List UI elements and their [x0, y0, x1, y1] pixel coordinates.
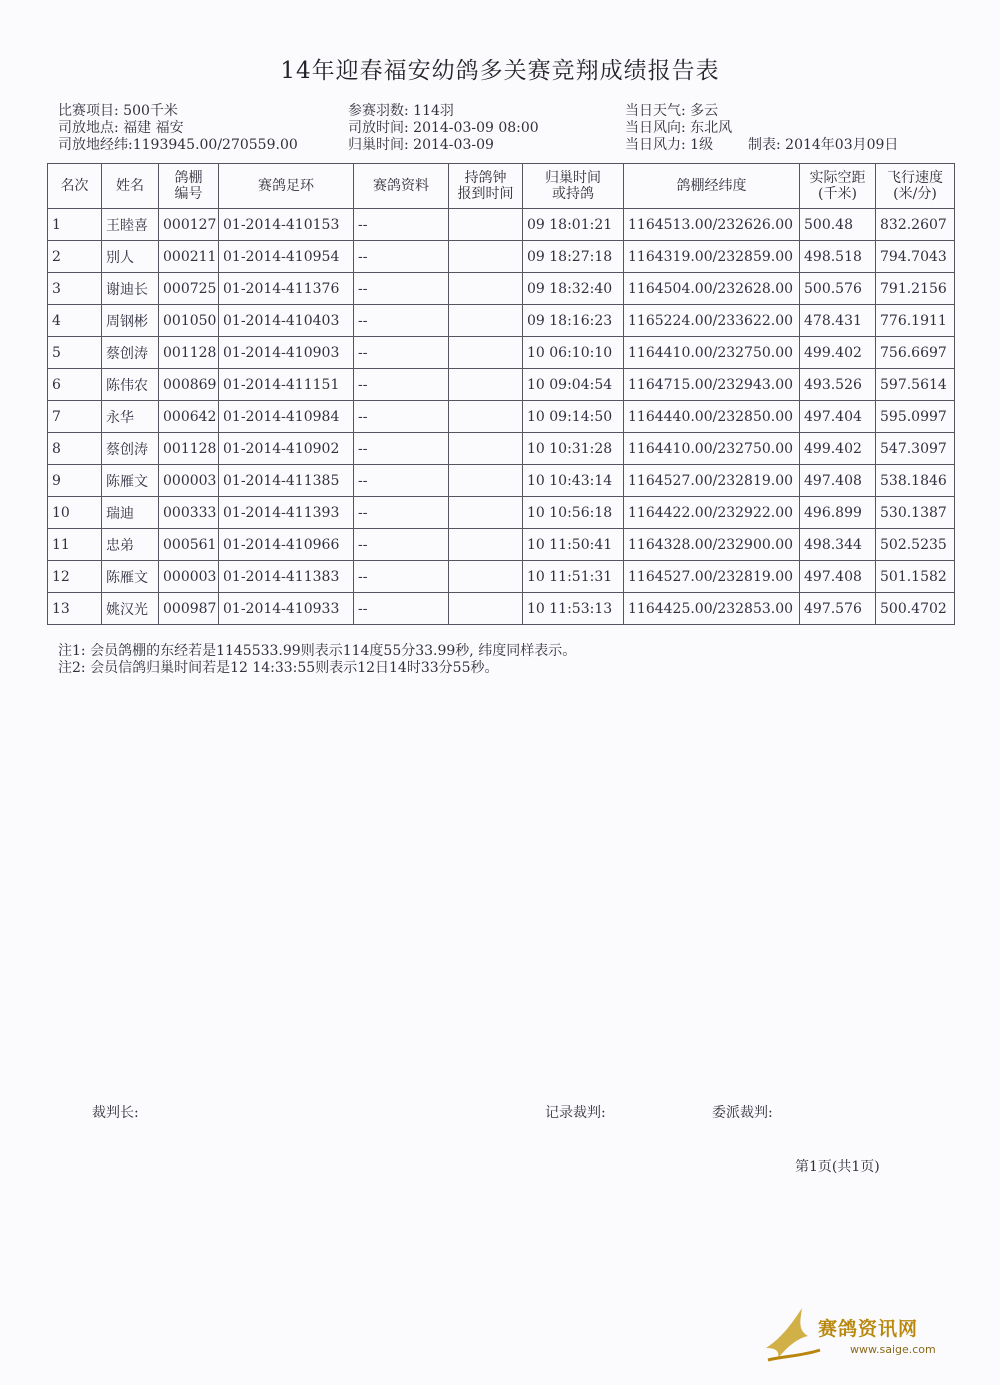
col-coords: 鸽棚经纬度	[624, 164, 800, 209]
table-cell: 493.526	[800, 369, 876, 401]
table-cell: 01-2014-411376	[219, 273, 354, 305]
table-row	[48, 241, 955, 273]
table-cell: 10	[48, 497, 102, 529]
table-cell: 1	[48, 209, 102, 241]
table-cell: --	[354, 593, 449, 625]
table-cell: 499.402	[800, 337, 876, 369]
table-cell: 6	[48, 369, 102, 401]
col-clock: 持鸽钟 报到时间	[449, 164, 523, 209]
col-return-time: 归巢时间 或持鸽	[523, 164, 624, 209]
table-cell: --	[354, 561, 449, 593]
table-cell: 01-2014-411385	[219, 465, 354, 497]
table-cell: 776.1911	[876, 305, 955, 337]
release-place-label: 司放地点:	[58, 120, 119, 136]
table-cell: 756.6697	[876, 337, 955, 369]
notes	[58, 643, 576, 677]
table-row	[48, 305, 955, 337]
table-cell: 1164425.00/232853.00	[624, 593, 800, 625]
col-ring: 赛鸽足环	[219, 164, 354, 209]
table-row	[48, 561, 955, 593]
table-cell: 01-2014-410403	[219, 305, 354, 337]
table-cell: 538.1846	[876, 465, 955, 497]
release-place-info	[58, 120, 184, 136]
table-cell: 1164440.00/232850.00	[624, 401, 800, 433]
table-cell: 000003	[159, 465, 219, 497]
table-row	[48, 337, 955, 369]
table-cell	[449, 529, 523, 561]
table-cell: 000003	[159, 561, 219, 593]
table-cell: 000127	[159, 209, 219, 241]
release-time-value: 2014-03-09 08:00	[413, 120, 539, 136]
table-cell	[449, 241, 523, 273]
table-cell: --	[354, 305, 449, 337]
table-cell: 1164513.00/232626.00	[624, 209, 800, 241]
return-time-label: 归巢时间:	[348, 137, 409, 153]
table-cell: 姚汉光	[102, 593, 159, 625]
table-cell: 530.1387	[876, 497, 955, 529]
table-cell: 10 11:51:31	[523, 561, 624, 593]
page-number: 第1页(共1页)	[795, 1159, 880, 1175]
table-cell: 500.48	[800, 209, 876, 241]
table-cell: 09 18:01:21	[523, 209, 624, 241]
table-row	[48, 433, 955, 465]
table-cell: 陈雁文	[102, 561, 159, 593]
table-cell: 周钢彬	[102, 305, 159, 337]
table-cell: 1164422.00/232922.00	[624, 497, 800, 529]
event-label: 比赛项目:	[58, 103, 119, 119]
wind-direction-label: 当日风向:	[625, 120, 686, 136]
return-time-info	[348, 137, 494, 153]
table-cell: 000725	[159, 273, 219, 305]
wind-direction-info	[625, 120, 732, 136]
table-cell: 7	[48, 401, 102, 433]
table-cell: 1164319.00/232859.00	[624, 241, 800, 273]
weather-info	[625, 103, 718, 119]
table-row	[48, 497, 955, 529]
table-cell: 10 09:04:54	[523, 369, 624, 401]
table-cell: --	[354, 369, 449, 401]
table-cell: 000869	[159, 369, 219, 401]
table-cell: 谢迪长	[102, 273, 159, 305]
col-name: 姓名	[102, 164, 159, 209]
table-cell: 000561	[159, 529, 219, 561]
table-cell: 1164504.00/232628.00	[624, 273, 800, 305]
col-distance: 实际空距 (千米)	[800, 164, 876, 209]
table-cell: 蔡创涛	[102, 433, 159, 465]
table-row	[48, 209, 955, 241]
table-cell: 陈伟农	[102, 369, 159, 401]
note-2: 注2: 会员信鸽归巢时间若是12 14:33:55则表示12日14时33分55秒。	[58, 660, 499, 676]
table-cell: 1164410.00/232750.00	[624, 433, 800, 465]
table-cell: 12	[48, 561, 102, 593]
table-cell: 497.408	[800, 561, 876, 593]
table-cell: 永华	[102, 401, 159, 433]
table-cell: 791.2156	[876, 273, 955, 305]
table-cell: 1165224.00/233622.00	[624, 305, 800, 337]
assigned-judge-label: 委派裁判:	[712, 1105, 773, 1121]
release-place-value: 福建 福安	[123, 120, 184, 136]
table-cell: 10 11:53:13	[523, 593, 624, 625]
table-cell: 1164410.00/232750.00	[624, 337, 800, 369]
table-cell: 497.576	[800, 593, 876, 625]
table-cell: 01-2014-410153	[219, 209, 354, 241]
table-cell	[449, 561, 523, 593]
table-cell: 001128	[159, 337, 219, 369]
table-cell: 陈雁文	[102, 465, 159, 497]
table-cell: 忠弟	[102, 529, 159, 561]
record-judge-label: 记录裁判:	[545, 1105, 606, 1121]
table-cell: 001050	[159, 305, 219, 337]
table-cell: 10 11:50:41	[523, 529, 624, 561]
table-cell	[449, 337, 523, 369]
table-cell: 597.5614	[876, 369, 955, 401]
event-info	[58, 103, 178, 119]
table-row	[48, 465, 955, 497]
table-cell: 501.1582	[876, 561, 955, 593]
table-cell: 10 06:10:10	[523, 337, 624, 369]
table-header-row	[48, 164, 955, 209]
table-cell: 001128	[159, 433, 219, 465]
table-cell: 9	[48, 465, 102, 497]
table-cell: 瑞迪	[102, 497, 159, 529]
table-cell: 王睦喜	[102, 209, 159, 241]
release-coords-info	[58, 137, 298, 153]
table-cell: 497.408	[800, 465, 876, 497]
release-time-label: 司放时间:	[348, 120, 409, 136]
table-cell: 01-2014-410902	[219, 433, 354, 465]
entries-info	[348, 103, 454, 119]
table-cell: --	[354, 337, 449, 369]
table-cell: 500.4702	[876, 593, 955, 625]
table-cell: 01-2014-410903	[219, 337, 354, 369]
table-cell: 蔡创涛	[102, 337, 159, 369]
wind-force-info	[625, 137, 898, 153]
table-cell	[449, 497, 523, 529]
report-title: 14年迎春福安幼鸽多关赛竞翔成绩报告表	[280, 58, 720, 84]
return-time-value: 2014-03-09	[413, 137, 494, 153]
table-cell: 10 10:31:28	[523, 433, 624, 465]
wind-force-label: 当日风力:	[625, 137, 686, 153]
table-cell: 10 10:56:18	[523, 497, 624, 529]
table-cell: 11	[48, 529, 102, 561]
table-cell: 09 18:16:23	[523, 305, 624, 337]
table-cell: 832.2607	[876, 209, 955, 241]
table-cell: 10 09:14:50	[523, 401, 624, 433]
weather-value: 多云	[690, 103, 719, 119]
note-1: 注1: 会员鸽棚的东经若是1145533.99则表示114度55分33.99秒, 纬度同样表示。	[58, 643, 577, 659]
table-cell: 500.576	[800, 273, 876, 305]
table-cell: 5	[48, 337, 102, 369]
event-value: 500千米	[123, 103, 178, 119]
table-cell: 000211	[159, 241, 219, 273]
table-cell: 01-2014-410984	[219, 401, 354, 433]
table-cell: 01-2014-410933	[219, 593, 354, 625]
release-time-info	[348, 120, 539, 136]
weather-label: 当日天气:	[625, 103, 686, 119]
table-cell: 13	[48, 593, 102, 625]
release-coords-value: 1193945.00/270559.00	[132, 137, 298, 153]
wind-direction-value: 东北风	[690, 120, 733, 136]
watermark-text: 赛鸽资讯网	[818, 1318, 919, 1340]
table-row	[48, 401, 955, 433]
table-cell: 01-2014-411393	[219, 497, 354, 529]
chief-judge-label: 裁判长:	[92, 1105, 139, 1121]
table-cell: 000333	[159, 497, 219, 529]
table-cell	[449, 593, 523, 625]
entries-label: 参赛羽数:	[348, 103, 409, 119]
table-cell: 01-2014-411383	[219, 561, 354, 593]
table-row	[48, 369, 955, 401]
table-cell: 502.5235	[876, 529, 955, 561]
table-cell: 2	[48, 241, 102, 273]
table-cell: 01-2014-410954	[219, 241, 354, 273]
table-cell: --	[354, 465, 449, 497]
table-row	[48, 529, 955, 561]
entries-value: 114羽	[413, 103, 454, 119]
table-cell: 1164715.00/232943.00	[624, 369, 800, 401]
table-cell: 3	[48, 273, 102, 305]
table-cell: 595.0997	[876, 401, 955, 433]
col-rank: 名次	[48, 164, 102, 209]
table-cell	[449, 465, 523, 497]
table-cell: 4	[48, 305, 102, 337]
col-speed: 飞行速度 (米/分)	[876, 164, 955, 209]
table-cell: 8	[48, 433, 102, 465]
table-cell: 000642	[159, 401, 219, 433]
wind-force-value: 1级	[690, 137, 714, 153]
table-cell: 497.404	[800, 401, 876, 433]
table-cell: 09 18:32:40	[523, 273, 624, 305]
release-coords-label: 司放地经纬:	[58, 137, 133, 153]
watermark-url: www.saige.com	[850, 1343, 936, 1356]
table-row	[48, 593, 955, 625]
table-cell: --	[354, 433, 449, 465]
table-cell: 499.402	[800, 433, 876, 465]
made-date-value: 2014年03月09日	[785, 137, 899, 153]
table-cell: 547.3097	[876, 433, 955, 465]
table-cell: 1164527.00/232819.00	[624, 465, 800, 497]
table-cell: 498.518	[800, 241, 876, 273]
table-cell: 1164328.00/232900.00	[624, 529, 800, 561]
table-cell: 01-2014-410966	[219, 529, 354, 561]
table-cell: 01-2014-411151	[219, 369, 354, 401]
table-cell: --	[354, 529, 449, 561]
table-cell	[449, 369, 523, 401]
table-cell	[449, 433, 523, 465]
table-cell: 478.431	[800, 305, 876, 337]
table-cell	[449, 401, 523, 433]
table-cell: 496.899	[800, 497, 876, 529]
table-cell	[449, 273, 523, 305]
table-row	[48, 273, 955, 305]
made-date-label: 制表:	[748, 137, 781, 153]
table-cell: --	[354, 273, 449, 305]
table-cell: --	[354, 209, 449, 241]
table-cell	[449, 209, 523, 241]
table-cell: --	[354, 401, 449, 433]
col-info: 赛鸽资料	[354, 164, 449, 209]
table-cell: 別人	[102, 241, 159, 273]
table-cell: --	[354, 241, 449, 273]
table-cell: --	[354, 497, 449, 529]
table-cell	[449, 305, 523, 337]
col-loft-id: 鸽棚 编号	[159, 164, 219, 209]
table-cell: 794.7043	[876, 241, 955, 273]
table-cell: 498.344	[800, 529, 876, 561]
watermark	[758, 1300, 968, 1370]
table-cell: 09 18:27:18	[523, 241, 624, 273]
table-cell: 1164527.00/232819.00	[624, 561, 800, 593]
table-cell: 000987	[159, 593, 219, 625]
results-table	[47, 163, 955, 625]
table-cell: 10 10:43:14	[523, 465, 624, 497]
